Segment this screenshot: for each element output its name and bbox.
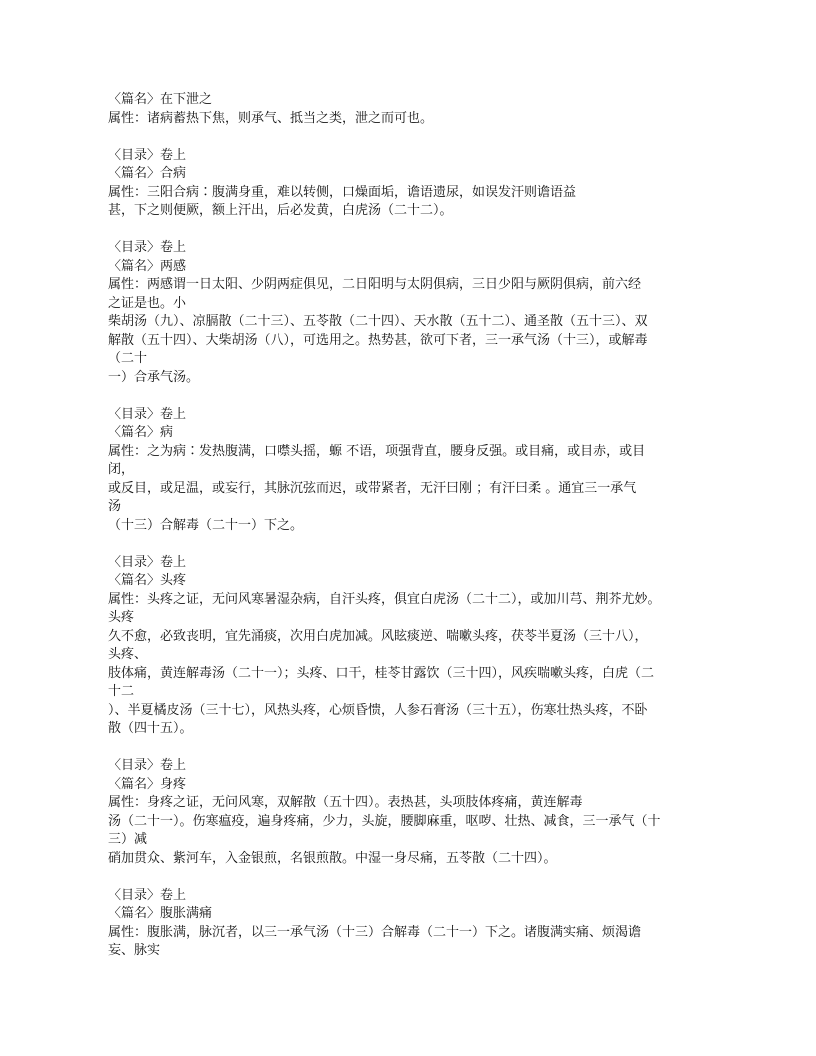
chapter-title: 〈篇名〉身疼 <box>108 776 187 792</box>
text-line: 肢体痛，黄连解毒汤（二十一）；头疼、口干，桂苓甘露饮（三十四），风疾喘嗽头疼，白虎（二 <box>108 665 655 681</box>
text-line: 甚，下之则便厥，额上汗出，后必发黄，白虎汤（二十二）。 <box>108 203 453 218</box>
text-line: 柴胡汤（九）、凉膈散（二十三）、五苓散（二十四）、天水散（五十二）、通圣散（五十三）、双 <box>108 314 648 329</box>
catalog-heading: 〈目录〉卷上 <box>108 240 187 255</box>
chapter-title: 〈篇名〉病 <box>108 425 174 440</box>
text-line: 妄、脉实 <box>108 943 161 958</box>
text-line: 闭， <box>108 462 135 477</box>
text-line: （二十 <box>108 351 148 366</box>
text-line: 散（四十五）。 <box>108 721 193 736</box>
text-line: 汤（二十一）。伤寒瘟疫，遍身疼痛，少力，头旋，腰脚麻重，呕哕、壮热、减食，三一承气（十 <box>108 813 661 829</box>
catalog-heading: 〈目录〉卷上 <box>108 887 187 903</box>
text-line: 解散（五十四）、大柴胡汤（八），可选用之。热势甚，欲可下者，三一承气汤（十三），或解毒 <box>108 332 648 348</box>
attribute-text: 属性：诸病蓄热下焦，则承气、抵当之类，泄之而可也。 <box>108 110 434 126</box>
text-line: 之证是也。小 <box>108 295 187 311</box>
attribute-text: 属性：腹胀满，脉沉者，以三一承气汤（十三）合解毒（二十一）下之。诸腹满实痛、烦渴谵 <box>108 924 642 940</box>
text-line: 久不愈，必致丧明，宜先涌痰，次用白虎加减。风眩痰逆、喘嗽头疼，茯苓半夏汤（三十八）， <box>108 628 648 644</box>
blank-line <box>108 387 708 406</box>
catalog-heading: 〈目录〉卷上 <box>108 554 187 570</box>
chapter-title: 〈篇名〉腹胀满痛 <box>108 906 213 921</box>
document-body <box>108 91 708 961</box>
catalog-heading: 〈目录〉卷上 <box>108 406 187 422</box>
text-line: 硝加贯众、紫河车，入金银煎，名银煎散。中湿一身尽痛，五苓散（二十四）。 <box>108 850 557 866</box>
blank-line <box>108 128 708 147</box>
blank-line <box>108 868 708 887</box>
blank-line <box>108 221 708 240</box>
text-line: （十三）合解毒（二十一）下之。 <box>108 517 304 533</box>
text-line: 汤 <box>108 499 122 514</box>
chapter-title: 〈篇名〉合病 <box>108 166 187 181</box>
attribute-text: 属性：三阳合病∶腹满身重，难以转侧，口燥面垢，谵语遗尿，如误发汗则谵语益 <box>108 184 577 200</box>
blank-line <box>108 739 708 758</box>
chapter-title: 〈篇名〉头疼 <box>108 573 187 588</box>
attribute-text: 属性：头疼之证，无问风寒暑湿杂病，自汗头疼，俱宜白虎汤（二十二），或加川芎、荆芥尤妙。 <box>108 591 661 607</box>
catalog-heading: 〈目录〉卷上 <box>108 758 187 773</box>
text-line: 十二 <box>108 684 135 699</box>
text-line: 头疼 <box>108 610 135 625</box>
attribute-text: 属性：两感谓一日太阳、少阴两症俱见，二日阳明与太阴俱病，三日少阳与厥阴俱病，前六经 <box>108 277 642 292</box>
attribute-text: 属性：之为病∶发热腹满，口噤头摇，螈 不语，项强背直，腰身反强。或目痛，或目赤，或目 <box>108 443 646 459</box>
chapter-title: 〈篇名〉在下泄之 <box>108 92 213 107</box>
text-line: 或反目，或足温，或妄行，其脉沉弦而迟，或带紧者，无汗曰刚 ；有汗曰柔 。通宜三一承气 <box>108 480 637 496</box>
chapter-title: 〈篇名〉两感 <box>108 258 187 274</box>
text-line: 一）合承气汤。 <box>108 369 200 385</box>
blank-line <box>108 535 708 554</box>
text-line: 头疼、 <box>108 647 148 662</box>
attribute-text: 属性：身疼之证，无问风寒，双解散（五十四）。表热甚，头项肢体疼痛，黄连解毒 <box>108 795 583 810</box>
text-line: ）、半夏橘皮汤（三十七），风热头疼，心烦昏愦，人参石膏汤（三十五），伤寒壮热头疼，不卧 <box>108 702 648 718</box>
catalog-heading: 〈目录〉卷上 <box>108 147 187 163</box>
text-line: 三）减 <box>108 832 148 847</box>
